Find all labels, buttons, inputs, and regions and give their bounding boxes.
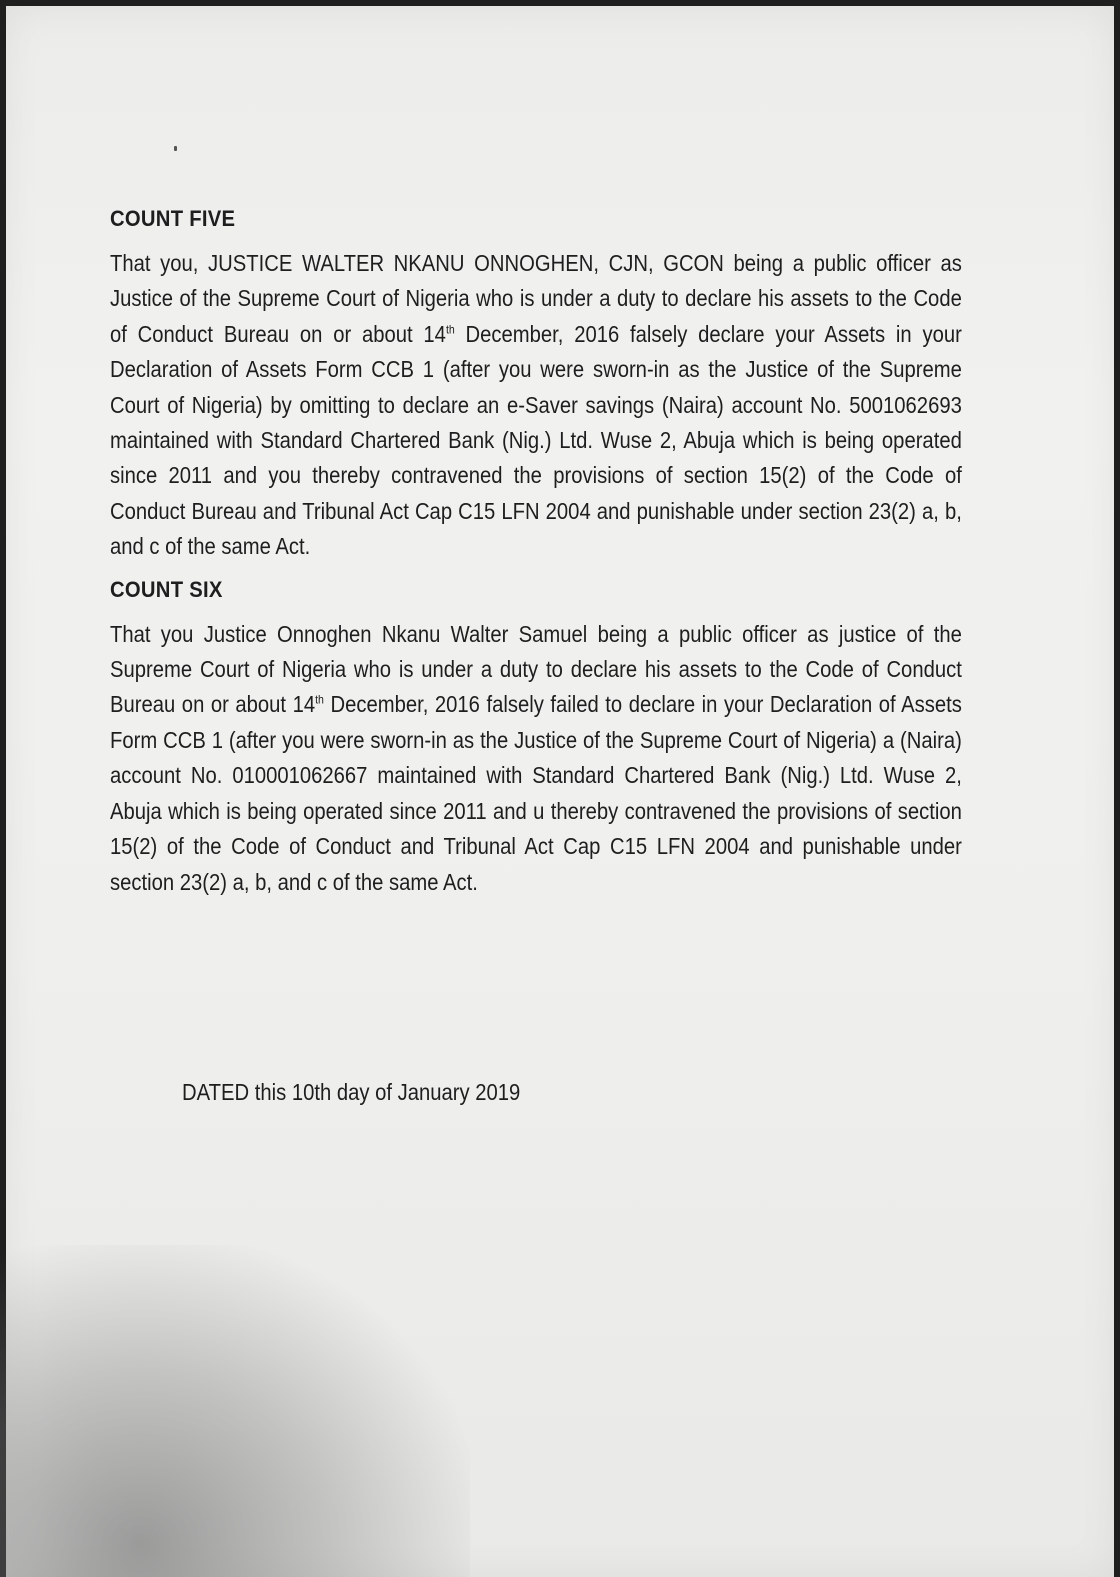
count-six-heading: COUNT SIX [110, 576, 223, 602]
count-five-heading: COUNT FIVE [110, 206, 236, 231]
count-six-text-part1: That you Justice Onnoghen Nkanu Walter Samuel being a public officer as justice of the Supreme Court of Nigeria who is under a duty to declare his assets to the Code of Conduct Bureau on or about 14 [110, 620, 962, 718]
document-body [110, 196, 962, 912]
count-five-paragraph [110, 246, 962, 565]
count-five-text-part1: That you, JUSTICE WALTER NKANU ONNOGHEN, CJN, GCON being a public officer as Justice of the Supreme Court of Nigeria who is under a duty to declare his assets to the Code of Conduct Bureau on or about 14 [110, 250, 962, 347]
count-five-text-part2: December, 2016 falsely declare your Assets in your Declaration of Assets Form CCB 1 (after you were sworn-in as the Justice of the Supreme Court of Nigeria) by omitting to declare an e-Saver savings (Naira) account No. 5001062693 maintained with Standard Chartered Bank (Nig.) Ltd. Wuse 2, Abuja which is being operated since 2011 and you thereby contravened the provisions of section 15(2) of the Code of Conduct Bureau and Tribunal Act Cap C15 LFN 2004 and punishable under section 23(2) a, b, and c of the same Act. [110, 320, 962, 560]
paper-sheet [6, 6, 1114, 1577]
dated-line: DATED this 10th day of January 2019 [182, 1079, 521, 1105]
paper-speck [174, 146, 177, 151]
count-six-superscript: th [315, 692, 324, 707]
count-six-paragraph [110, 617, 962, 900]
count-six-text-part2: December, 2016 falsely failed to declare in your Declaration of Assets Form CCB 1 (after you were sworn-in as the Justice of the Supreme Court of Nigeria) a (Naira) account No. 010001062667 maintained with Standard Chartered Bank (Nig.) Ltd. Wuse 2, Abuja which is being operated since 2011 and u thereby contravened the provisions of section 15(2) of the Code of Conduct and Tribunal Act Cap C15 LFN 2004 and punishable under section 23(2) a, b, and c of the same Act. [110, 691, 962, 895]
count-five-superscript: th [445, 322, 455, 337]
